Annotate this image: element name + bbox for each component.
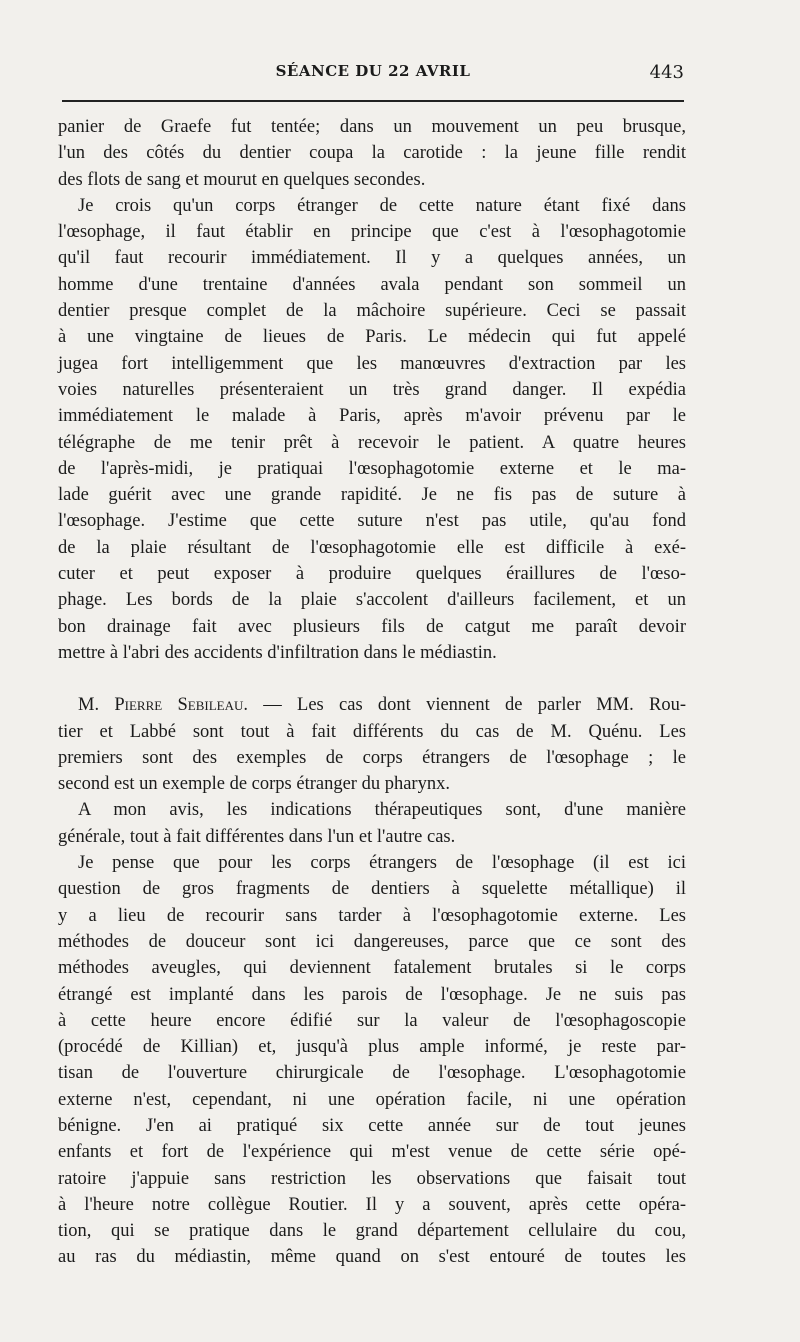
text-line: panier de Graefe fut tentée; dans un mouvement un peu brusque, [58, 117, 686, 137]
text-line: phage. Les bords de la plaie s'accolent d'ailleurs facilement, et un [58, 590, 686, 611]
text-line: voies naturelles présenteraient un très grand danger. Il expédia [58, 379, 686, 400]
body-text [58, 114, 686, 1271]
text-line [58, 692, 686, 718]
text-line: homme d'une trentaine d'années avala pendant son sommeil un [58, 274, 686, 295]
text-line: enfants et fort de l'expérience qui m'est venue de cette série opé- [58, 1142, 686, 1163]
section-gap [58, 666, 686, 692]
text-line: télégraphe de me tenir prêt à recevoir le patient. A quatre heures [58, 432, 686, 453]
text-line: de l'après-midi, je pratiquai l'œsophagotomie externe et le ma- [58, 458, 686, 479]
text-line: tier et Labbé sont tout à fait différents du cas de M. Quénu. Les [58, 721, 686, 742]
text-line: ratoire j'appuie sans restriction les observations que faisait tout [58, 1168, 686, 1189]
text-line: bon drainage fait avec plusieurs fils de catgut me paraît devoir [58, 616, 686, 637]
text-line: qu'il faut recourir immédiatement. Il y a quelques années, un [58, 248, 686, 269]
text-line: tisan de l'ouverture chirurgicale de l'œsophage. L'œsophagotomie [58, 1063, 686, 1084]
text-line: premiers sont des exemples de corps étrangers de l'œsophage ; le [58, 747, 686, 768]
text-line: Je crois qu'un corps étranger de cette nature étant fixé dans [78, 195, 686, 216]
page-number: 443 [649, 62, 684, 83]
text-line: A mon avis, les indications thérapeutiques sont, d'une manière [78, 800, 686, 821]
text-line: jugea fort intelligemment que les manœuvres d'extraction par les [58, 353, 686, 374]
page-header [62, 62, 684, 88]
running-head: SÉANCE DU 22 AVRIL [275, 62, 471, 80]
text-line: de la plaie résultant de l'œsophagotomie elle est difficile à exé- [58, 537, 686, 558]
text-line: étrangé est implanté dans les parois de l'œsophage. Je ne suis pas [58, 984, 686, 1005]
paragraph [58, 692, 686, 797]
text-line: à cette heure encore édifié sur la valeur de l'œsophagoscopie [58, 1010, 686, 1031]
header-rule [62, 100, 684, 102]
text-line: second est un exemple de corps étranger du pharynx. [58, 774, 450, 795]
speaker-name: M. Pierre Sebileau. [78, 695, 248, 716]
text-line: à une vingtaine de lieues de Paris. Le médecin qui fut appelé [58, 327, 686, 348]
text-line: (procédé de Killian) et, jusqu'à plus ample informé, je reste par- [58, 1037, 686, 1058]
text-line: au ras du médiastin, même quand on s'est entouré de toutes les [58, 1247, 686, 1268]
text-line: méthodes aveugles, qui deviennent fatalement brutales si le corps [58, 958, 686, 979]
text-line: à l'heure notre collègue Routier. Il y a souvent, après cette opéra- [58, 1194, 686, 1215]
text-line: bénigne. J'en ai pratiqué six cette année sur de tout jeunes [58, 1115, 686, 1136]
paragraph [58, 193, 686, 666]
text-line: question de gros fragments de dentiers à squelette métallique) il [58, 879, 686, 900]
paragraph [58, 797, 686, 850]
text-line: dentier presque complet de la mâchoire supérieure. Ceci se passait [58, 301, 686, 322]
text-line: générale, tout à fait différentes dans l'un et l'autre cas. [58, 826, 456, 847]
text-line: tion, qui se pratique dans le grand département cellulaire du cou, [58, 1221, 686, 1242]
text-line: externe n'est, cependant, ni une opération facile, ni une opération [58, 1089, 686, 1110]
text-line: immédiatement le malade à Paris, après m'avoir prévenu par le [58, 406, 686, 427]
text-line: mettre à l'abri des accidents d'infiltration dans le médiastin. [58, 642, 497, 663]
text-line: l'œsophage. J'estime que cette suture n'est pas utile, qu'au fond [58, 511, 686, 532]
paragraph [58, 850, 686, 1271]
text-line: des flots de sang et mourut en quelques secondes. [58, 169, 426, 190]
paragraph [58, 114, 686, 193]
text-line: l'œsophage, il faut établir en principe que c'est à l'œsophagotomie [58, 222, 686, 243]
text-line: lade guérit avec une grande rapidité. Je ne fis pas de suture à [58, 485, 686, 506]
text-line: y a lieu de recourir sans tarder à l'œsophagotomie externe. Les [58, 905, 686, 926]
text-line: cuter et peut exposer à produire quelques éraillures de l'œso- [58, 564, 686, 585]
text-fragment: — Les cas dont viennent de parler MM. Rou- [247, 695, 686, 716]
text-line: Je pense que pour les corps étrangers de l'œsophage (il est ici [78, 853, 686, 874]
text-line: l'un des côtés du dentier coupa la carotide : la jeune fille rendit [58, 143, 686, 164]
text-line: méthodes de douceur sont ici dangereuses, parce que ce sont des [58, 931, 686, 952]
